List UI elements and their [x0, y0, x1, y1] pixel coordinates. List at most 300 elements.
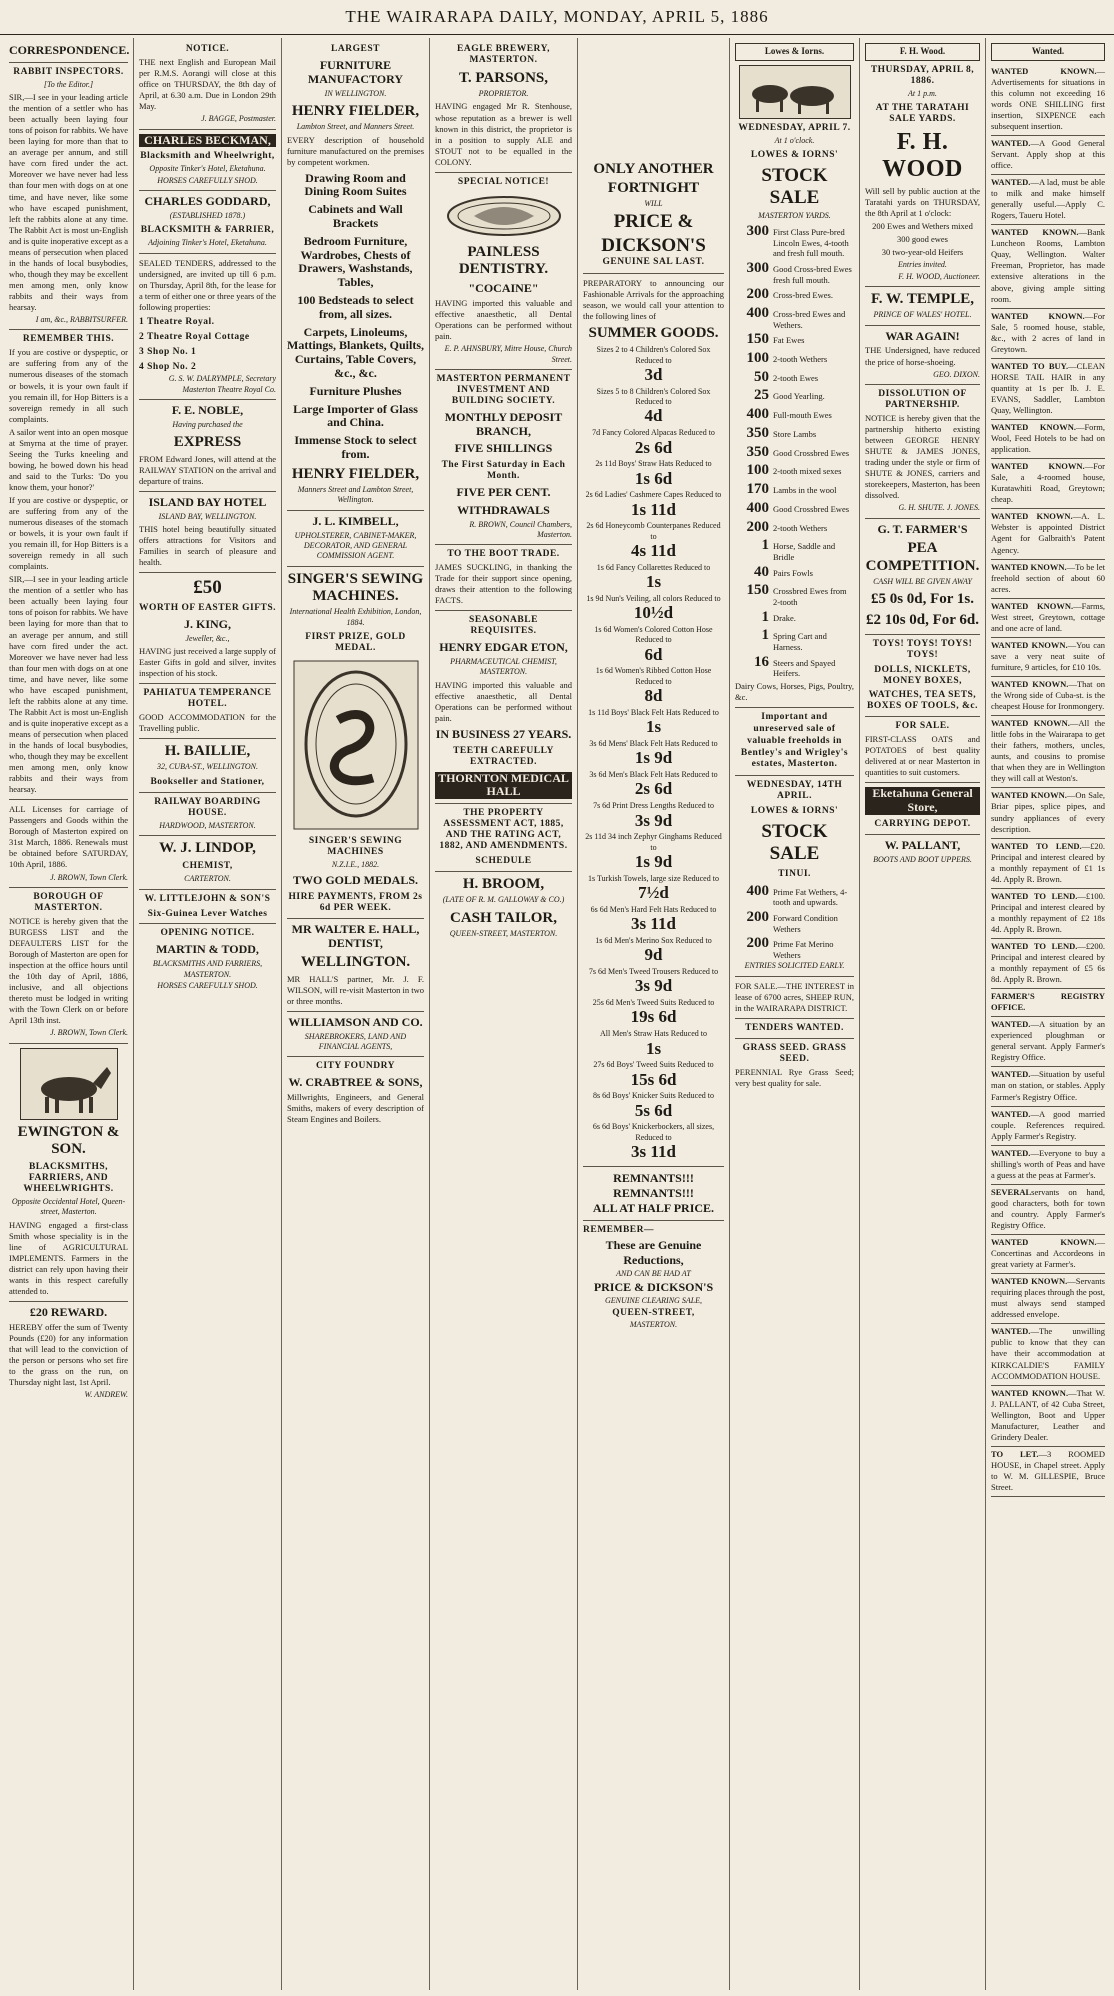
wanted-lead: SEVERAL	[991, 1186, 1032, 1197]
wanted-text: —A good married couple. References required. Apply Farmer's Registry.	[991, 1108, 1105, 1141]
fielder-name: HENRY FIELDER,	[291, 102, 420, 119]
in-wellington: IN WELLINGTON.	[324, 88, 387, 98]
borough-sig: J. BROWN, Town Clerk.	[50, 1028, 128, 1038]
schedule: SCHEDULE	[475, 855, 532, 866]
stock-desc: Good Crossbred Ewes	[773, 447, 850, 458]
dissolution-body: NOTICE is hereby given that the partnership hitherto existing between GEORGE HENRY SHUTE & JAMES JONES, trading under the style or firm of SHUTE & JONES, carriers and storekeepers, Masterton, has been dissolved.	[865, 412, 980, 501]
price-item	[583, 459, 724, 488]
genuine-sale: GENUINE SAL LAST.	[602, 257, 705, 268]
first-saturday: The First Saturday in Each Month.	[441, 460, 566, 482]
wanted-text: —£20. Principal and interest cleared by a monthly repayment of £1 1s 4d. Apply R. Brown.	[991, 840, 1105, 884]
painless-dentistry: PAINLESS DENTISTRY.	[458, 243, 549, 277]
price-item-value: 1s	[645, 572, 662, 592]
column-wood	[860, 38, 986, 1990]
stock-count: 200	[746, 908, 769, 925]
stock-sale: STOCK SALE	[761, 164, 828, 208]
carpets: Carpets, Linoleums, Mattings, Blankets, Quilts, Curtains, Table Covers, &c., &c.	[287, 324, 425, 381]
tenders-sig: G. S. W. DALRYMPLE, Secretary Masterton Theatre Royal Co.	[168, 374, 276, 394]
war-body: THE Undersigned, have reduced the price of horse-shoeing.	[865, 345, 980, 367]
five-shillings: FIVE SHILLINGS	[454, 441, 553, 456]
stock-desc: 2-tooth mixed sexes	[773, 466, 842, 477]
wanted-lead: WANTED KNOWN.	[991, 422, 1076, 433]
wanted-text: —A. L. Webster is appointed District Agent for Galbraith's Patent Agency.	[991, 511, 1105, 555]
stock-desc: Prime Fat Wethers, 4-tooth and upwards.	[773, 886, 848, 908]
tenders-body: SEALED TENDERS, addressed to the undersigned, are invited up till 6 p.m. on Thursday, April 8th, for the lease for a term of either one or three years of the following properties:	[139, 257, 276, 312]
goddard-sub: BLACKSMITH & FARRIER,	[140, 225, 275, 236]
stock-count: 1	[761, 537, 769, 554]
wanted-lead: WANTED KNOWN.	[991, 1387, 1069, 1398]
dixon-sig: GEO. DIXON.	[933, 369, 980, 379]
stock-count: 400	[746, 499, 769, 516]
temple-name: F. W. TEMPLE,	[871, 291, 974, 308]
railway-boarding: RAILWAY BOARDING HOUSE.	[154, 796, 261, 818]
pahiatua-hotel: PAHIATUA TEMPERANCE HOTEL.	[143, 688, 272, 710]
tenders-wanted: TENDERS WANTED.	[745, 1023, 844, 1033]
stock-desc: Fat Ewes	[773, 335, 805, 346]
wanted-ad	[991, 1324, 1105, 1385]
withdrawals: WITHDRAWALS	[457, 502, 550, 517]
pahiatua-body: GOOD ACCOMMODATION for the Travelling public.	[139, 712, 276, 734]
wanted-ad	[991, 788, 1105, 838]
price-item-desc: 1s 6d Women's Ribbed Cotton Hose Reduced to	[595, 666, 712, 686]
price-item-value: 3s 11d	[631, 1142, 676, 1162]
wanted-text: —Form, Wool, Feed Hotels to be had on application.	[991, 422, 1105, 455]
stock-count: 400	[746, 406, 769, 423]
wanted-lead: WANTED.	[991, 1147, 1031, 1158]
bedsteads: 100 Bedsteads to select from, all sizes.	[297, 293, 414, 321]
stock-row	[735, 536, 854, 562]
temple-sub: PRINCE OF WALES' HOTEL.	[873, 310, 972, 320]
license-notice: ALL Licenses for carriage of Passengers and Goods within the Borough of Masterton expired on 31st March, 1886. Renewals must be obtained before SATURDAY, 10th April, 1886.	[9, 804, 128, 870]
nzie: N.Z.I.E., 1882.	[331, 859, 380, 869]
wanted-text: —Bank Luncheon Rooms, Lambton Quay, Wellington. Walter Freeman, Proprietor, has made extensive alterations in the above, giving ample sitting room.	[991, 227, 1105, 304]
stock-count: 1	[761, 608, 769, 625]
martin-sub: BLACKSMITHS AND FARRIERS, MASTERTON.	[152, 959, 263, 979]
price-list	[583, 345, 724, 1162]
wanted-text: —Servants requiring places through the post, must always send stamped addressed envelope.	[991, 1276, 1106, 1320]
price-item-desc: 1s 6d Men's Merino Sox Reduced to	[595, 935, 712, 945]
wanted-lead: WANTED TO BUY.	[991, 360, 1069, 371]
fielder-body: EVERY description of household furniture manufactured on the premises by competent workmen.	[287, 134, 424, 167]
section-heading: CORRESPONDENCE.	[9, 43, 130, 57]
baillie-name: H. BAILLIE,	[164, 743, 251, 760]
lot-3: 30 two-year-old Heifers	[881, 247, 964, 258]
half-price: ALL AT HALF PRICE.	[592, 1200, 715, 1215]
mail-sig: J. BAGGE, Postmaster.	[201, 114, 276, 124]
price-item-value: 2s 6d	[634, 779, 673, 799]
letter-body: SIR,—I see in your leading article the mention of a settler who has been actually been laying four tons of poison for rabbits. We have been laying for more than that to an average per annum, and still have corn fired under the act. Moreover we have never had less than four men with dogs on at one time, and have never, like some who have escaped punishment, left the rabbits alone at any time. The Rabbit Act is most un-English and is quite inoperative except as a means of persecution when placed in the hands of local busybodies, who, though they may be excellent men among men, only know rabbits and their ways from hearsay.	[9, 92, 128, 312]
price-item-desc: 1s 9d Nun's Veiling, all colors Reduced to	[586, 593, 721, 603]
reward-sig: W. ANDREW.	[84, 1390, 128, 1400]
stock-desc: Prime Fat Merino Wethers	[773, 939, 834, 960]
stock-sale-2: STOCK SALE	[761, 821, 828, 864]
goddard-est: (ESTABLISHED 1878.)	[169, 210, 246, 220]
stock-desc: 2-tooth Ewes	[773, 372, 819, 383]
watches: WATCHES, TEA SETS, BOXES OF TOOLS, &c.	[867, 690, 978, 712]
price-item-value: 15s 6d	[630, 1069, 677, 1089]
lindop-name: W. J. LINDOP,	[159, 840, 256, 857]
stock-desc: Good Yearling.	[773, 391, 825, 402]
wanted-ad	[991, 939, 1105, 989]
price-item-desc: Sizes 5 to 8 Children's Colored Sox Reduced to	[596, 386, 711, 407]
price-item-value: 3s 9d	[634, 976, 673, 996]
express-title: EXPRESS	[173, 434, 242, 451]
price-item-desc: 2s 11d 34 inch Zephyr Ginghams Reduced to	[585, 832, 722, 852]
price-item-value: 1s 6d	[634, 468, 673, 488]
eketahuna-store: Eketahuna General Store,	[865, 787, 980, 815]
kimbell-sub: UPHOLSTERER, CABINET-MAKER, DECORATOR, AND GENERAL COMMISSION AGENT.	[294, 530, 417, 561]
price-item-value: 2s 6d	[634, 437, 673, 457]
williamson-name: WILLIAMSON AND CO.	[288, 1014, 423, 1029]
express-body: FROM Edward Jones, will attend at the RAILWAY STATION on the arrival and departure of trains.	[139, 453, 276, 486]
singer-machine-engraving-icon	[293, 660, 419, 830]
wanted-lead: WANTED.	[991, 1019, 1031, 1030]
eton-body: HAVING imported this valuable and effective anaesthetic, all Dental Operations can be performed without pain.	[435, 679, 572, 723]
lot-1: 200 Ewes and Wethers mixed	[872, 221, 973, 232]
price-item	[583, 345, 724, 384]
brewery-heading: EAGLE BREWERY, MASTERTON.	[457, 44, 550, 65]
price-item-desc: Sizes 2 to 4 Children's Colored Sox Reduced to	[596, 345, 711, 365]
price-item	[583, 739, 724, 768]
wanted-text: —For Sale, a 4-roomed house, Kuratawhiti Road, Greytown; cheap.	[991, 461, 1105, 505]
price-item-desc: 1s 6d Fancy Collarettes Reduced to	[596, 562, 711, 572]
stock-row	[735, 405, 854, 424]
bedroom-furniture: Bedroom Furniture, Wardrobes, Chests of Drawers, Washstands, Tables,	[298, 233, 413, 290]
wanted-ad	[991, 599, 1105, 638]
mail-notice: THE next English and European Mail per R.M.S. Aorangi will close at this office on THURSDAY, the 8th day of April, at 6.30 a.m. Due in London 29th May.	[139, 56, 276, 112]
stock-count: 150	[746, 331, 769, 348]
wanted-lead: WANTED.	[991, 1326, 1031, 1337]
price-item-desc: 8s 6d Boys' Knicker Suits Reduced to	[593, 1091, 714, 1101]
queen-street: QUEEN-STREET,	[612, 1307, 695, 1318]
wanted-text: —A lad, must be able to milk and make himself generally useful.—Apply C. Rogers, Taueru Hotel.	[991, 177, 1105, 221]
plushes: Furniture Plushes	[309, 383, 402, 398]
price-item	[583, 905, 724, 934]
wanted-text: —£100. Principal and interest cleared by a monthly repayment of £2 18s 4d. Apply R. Brown.	[991, 890, 1105, 934]
only-another-fortnight: ONLY ANOTHER FORTNIGHT	[593, 161, 714, 196]
price-item	[583, 625, 724, 664]
wanted-ad	[991, 1235, 1105, 1274]
stock-desc: Horse, Saddle and Bridle	[773, 541, 836, 562]
special-notice: SPECIAL NOTICE!	[457, 176, 550, 187]
price-item	[583, 666, 724, 705]
wanted-lead: WANTED KNOWN.	[991, 227, 1079, 238]
wanted-ad	[991, 136, 1105, 175]
hall-body: MR HALL'S partner, Mr. J. F. WILSON, will re-visit Masterton in two or three months.	[287, 973, 424, 1006]
price-item	[583, 998, 724, 1027]
wanted-text: —That W. J. PALLANT, of 42 Cuba Street, Wellington, Boot and Upper Manufacturer, Leather and Grindery Dealer.	[991, 1387, 1106, 1442]
pea-competition: PEA COMPETITION.	[865, 540, 980, 574]
stock-desc: Cross-bred Ewes.	[773, 290, 833, 301]
stock-desc: Steers and Spayed Heifers.	[773, 657, 836, 679]
wanted-ad	[991, 989, 1105, 1017]
crabtree-body: Millwrights, Engineers, and General Smiths, makers of every description of Steam Engines and Boilers.	[287, 1092, 424, 1125]
prize-2: £2 10s 0d, For 6d.	[865, 612, 980, 629]
wanted-lead: WANTED KNOWN.	[991, 1237, 1097, 1248]
price-dickson: PRICE & DICKSON'S	[601, 210, 706, 256]
stock-count: 170	[746, 481, 769, 498]
first-prize: FIRST PRIZE, GOLD MEDAL.	[305, 632, 406, 654]
stock-row	[735, 480, 854, 499]
martin-todd: MARTIN & TODD,	[156, 942, 259, 957]
eton-name: HENRY EDGAR ETON,	[439, 640, 568, 655]
stock-desc: Good Cross-bred Ewes fresh full mouth.	[773, 263, 852, 285]
stock-row	[735, 424, 854, 443]
baillie-addr: 32, CUBA-ST., WELLINGTON.	[156, 762, 259, 772]
wanted-ad	[991, 889, 1105, 939]
teeth-extracted: TEETH CAREFULLY EXTRACTED.	[453, 745, 554, 767]
stock-desc: Crossbred Ewes from 2-tooth	[773, 586, 847, 607]
wanted-ad	[991, 1386, 1105, 1447]
stock-row	[735, 563, 854, 582]
stock-count: 40	[754, 563, 769, 580]
cash-tailor: CASH TAILOR,	[450, 909, 557, 926]
wanted-lead: WANTED.	[991, 1069, 1031, 1080]
price-item	[583, 387, 724, 426]
cocaine-body: HAVING imported this valuable and effective anaesthetic, all Dental Operations can be performed without pain.	[435, 297, 572, 342]
wanted-lead: WANTED KNOWN.	[991, 790, 1067, 801]
stock-count: 100	[746, 462, 769, 479]
column-furniture	[282, 38, 430, 1990]
price-item-value: 3s 9d	[634, 810, 673, 830]
price-item-desc: 1s 6d Women's Colored Cotton Hose Reduced to	[594, 625, 713, 645]
stock-list	[735, 222, 854, 679]
island-bay-sub: ISLAND BAY, WELLINGTON.	[158, 511, 257, 521]
price-item	[583, 521, 724, 560]
price-item-desc: 7d Fancy Colored Alpacas Reduced to	[592, 428, 715, 438]
stock-row	[735, 285, 854, 304]
lindop-addr: CARTERTON.	[184, 874, 231, 884]
wanted-lead: WANTED KNOWN.	[991, 639, 1068, 650]
price-item	[583, 874, 724, 903]
property-1: 1 Theatre Royal.	[139, 316, 215, 327]
stock-desc: Forward Condition Wethers	[773, 912, 838, 934]
clearing-sale: GENUINE CLEARING SALE,	[604, 1296, 703, 1306]
letter-signature: I am, &c., RABBITSURFER.	[35, 315, 128, 325]
wanted-text: —The unwilling public to know that they can have their accommodation at KIRKCALDIE'S FAMILY ACCOMMODATION HOUSE.	[991, 1326, 1105, 1381]
stock-row	[735, 581, 854, 607]
lindop-sub: CHEMIST,	[182, 861, 233, 872]
reward-body: HEREBY offer the sum of Twenty Pounds (£20) for any information that will lead to the conviction of the person or persons who set fire to the grass on the run, on Thursday night last, 1st April.	[9, 1321, 128, 1388]
letter-subheading: RABBIT INSPECTORS.	[13, 66, 124, 77]
two-gold-medals: TWO GOLD MEDALS.	[292, 873, 418, 888]
stock-count: 200	[746, 935, 769, 952]
wanted-ad	[991, 509, 1105, 559]
king-sub: Jeweller, &c.,	[185, 633, 230, 643]
price-item	[583, 1122, 724, 1161]
property-4: 4 Shop No. 2	[139, 361, 197, 372]
lot-2: 300 good ewes	[897, 234, 948, 245]
price-item-value: 10½d	[633, 603, 674, 623]
stock-count: 25	[754, 387, 769, 404]
price-item-desc: All Men's Straw Hats Reduced to	[600, 1029, 707, 1039]
livestock-engraving-icon	[739, 65, 851, 119]
fielder-name-2: HENRY FIELDER,	[291, 465, 420, 482]
beckman-name: CHARLES BECKMAN,	[139, 134, 276, 148]
cabinets: Cabinets and Wall Brackets	[308, 202, 403, 231]
price-item	[583, 770, 724, 799]
noble-sub: Having purchased the	[172, 420, 243, 430]
building-society: MASTERTON PERMANENT INVESTMENT AND BUILDING SOCIETY.	[436, 373, 571, 406]
price-item-desc: 27s 6d Boys' Tweed Suits Reduced to	[593, 1060, 714, 1070]
wood-sig: F. H. WOOD, Auctioneer.	[898, 271, 980, 281]
wanted-ad	[991, 1185, 1105, 1235]
column-wanted	[986, 38, 1110, 1990]
price-item-desc: 2s 11d Boys' Straw Hats Reduced to	[595, 459, 712, 469]
pallant-name: W. PALLANT,	[884, 837, 961, 852]
stock-count: 100	[746, 349, 769, 366]
firm-name: LOWES & IORNS'	[750, 150, 839, 160]
drawing-room: Drawing Room and Dining Room Suites	[304, 170, 407, 199]
sailor-anecdote: A sailor went into an open mosque at Smyrna at the time of prayer. Seeing the Turks kneeling and bowing, he bowed down his head and said to the Turks: 'Do you know them, your honor?'	[9, 426, 128, 492]
stock-desc: Good Crossbred Ewes	[773, 503, 850, 514]
column-price-dickson	[578, 38, 730, 1990]
wanted-ad	[991, 64, 1105, 136]
wanted-text: —3 ROOMED HOUSE, in Chapel street. Apply to W. M. GILLESPIE, Bruce Street.	[991, 1448, 1105, 1492]
wanted-ad	[991, 459, 1105, 509]
goddard-name: CHARLES GODDARD,	[144, 194, 271, 209]
stock-row	[735, 499, 854, 518]
littlejohn-sub: Six-Guinea Lever Watches	[147, 908, 268, 919]
important-sale: Important and unreserved sale of valuable freeholds in Bentley's and Wrigley's estates, Masterton.	[740, 711, 849, 770]
kimbell-name: J. L. KIMBELL,	[312, 513, 399, 528]
tinui: TINUI.	[778, 868, 811, 879]
parsons-name: T. PARSONS,	[458, 69, 549, 86]
beckman-addr: Opposite Tinker's Hotel, Eketahuna.	[149, 164, 266, 174]
littlejohn-name: W. LITTLEJOHN & SON'S	[144, 893, 271, 904]
price-item-desc: 7s 6d Men's Tweed Trousers Reduced to	[588, 966, 719, 976]
ewington-body: HAVING engaged a first-class Smith whose speciality is in the line of AGRICULTURAL IMPLEMENTS. Farmers in the district can rely upon having their wants in this respect carefully attended to.	[9, 1219, 128, 1296]
wanted-text: —Concertinas and Accordeons in great variety at Farmer's.	[991, 1237, 1105, 1270]
taratahi-yards: AT THE TARATAHI SALE YARDS.	[875, 102, 970, 124]
perennial: PERENNIAL Rye Grass Seed; very best quality for sale.	[735, 1066, 854, 1088]
wanted-text: —That on the Wrong side of Cuba-st. is the cheapest House for Ironmongery.	[991, 678, 1106, 712]
furniture-title: FURNITURE MANUFACTORY	[307, 57, 404, 86]
stock-desc: Pairs Fowls	[773, 567, 813, 578]
to-editor: [To the Editor.]	[43, 79, 94, 89]
beckman-sub: Blacksmith and Wheelwright,	[140, 151, 275, 162]
stock-row	[735, 222, 854, 259]
price-item-desc: 6s 6d Men's Hard Felt Hats Reduced to	[590, 904, 717, 914]
ahnsbury-sig: E. P. AHNSBURY, Mitre House, Church Street.	[444, 344, 572, 364]
stock-row	[735, 608, 854, 627]
noble-name: F. E. NOBLE,	[171, 403, 244, 418]
wanted-ad	[991, 309, 1105, 359]
stock-row	[735, 386, 854, 405]
wanted-text: —Situation by useful man on station, or stables. Apply Farmer's Registry Office.	[991, 1069, 1105, 1102]
will-label: WILL	[644, 198, 663, 208]
shute-sig: G. H. SHUTE. J. JONES.	[898, 503, 980, 513]
opening-notice: OPENING NOTICE.	[160, 928, 255, 939]
stock-count: 300	[746, 223, 769, 239]
dental-emblem-icon	[444, 194, 564, 238]
remember-body: If you are costive or dyspeptic, or are suffering from any of the numerous diseases of the stomach or bowels, it is your own fault if you remain ill, for Hop Bitters is a sovereign remedy in all such complaints.	[9, 347, 128, 424]
price-item-value: 19s 6d	[630, 1007, 677, 1027]
price-item	[583, 1060, 724, 1089]
wanted-ad	[991, 225, 1105, 308]
wanted-text: —All the little fobs in the Wairarapa to get their fathers, mothers, uncles, aunts, and cousins to promise that when they are in Wellington they will call at Weston's.	[991, 718, 1105, 784]
stock-desc: 2-tooth Wethers	[773, 522, 828, 533]
thornton-medical: THORNTON MEDICAL HALL	[435, 772, 572, 800]
ewington-name: EWINGTON & SON.	[17, 1123, 120, 1157]
stock-desc: Lambs in the wool	[773, 485, 837, 496]
wanted-ad	[991, 1017, 1105, 1067]
machine-word: SINGER'S SEWING MACHINES	[308, 835, 403, 857]
price-item-desc: 3s 6d Men's Black Felt Hats Reduced to	[589, 770, 718, 780]
sale-date-2: WEDNESDAY, 14TH APRIL.	[746, 780, 843, 802]
stock-row	[735, 461, 854, 480]
wanted-text: —Everyone to buy a shilling's worth of Peas and have a guess at the peas at Farmer's.	[991, 1147, 1105, 1180]
boots: BOOTS AND BOOT UPPERS.	[873, 854, 972, 864]
glass-china: Large Importer of Glass and China.	[293, 401, 418, 430]
wanted-ad	[991, 1447, 1105, 1497]
largest-label: LARGEST	[331, 44, 380, 54]
wanted-lead: WANTED KNOWN.	[991, 1276, 1068, 1287]
stock-row	[735, 304, 854, 330]
stock-row	[735, 934, 854, 960]
wood-date: THURSDAY, APRIL 8, 1886.	[870, 64, 975, 86]
sale-time: At 1 o'clock.	[774, 135, 815, 145]
stock-row	[735, 368, 854, 387]
wanted-lead: WANTED TO LEND.	[991, 890, 1078, 901]
remnants: REMNANTS!!! REMNANTS!!!	[613, 1170, 694, 1200]
cocaine-title: "COCAINE"	[468, 281, 539, 296]
remember-label: REMEMBER—	[583, 1224, 654, 1235]
price-item-desc: 3s 6d Mens' Black Felt Hats Reduced to	[589, 739, 718, 749]
entries-solicited: ENTRIES SOLICITED EARLY.	[744, 961, 845, 971]
stock-count: 400	[746, 304, 769, 321]
fielder-addr-2: Manners Street and Lambton Street, Wellington.	[297, 485, 414, 505]
genuine-reductions: These are Genuine Reductions,	[605, 1237, 702, 1267]
stock-row	[735, 518, 854, 537]
stock-count: 200	[746, 286, 769, 303]
easter-gifts: WORTH OF EASTER GIFTS.	[139, 603, 277, 614]
wanted-lead: TO LET.	[991, 1448, 1039, 1459]
prize-1: £5 0s 0d, For 1s.	[870, 591, 975, 608]
price-item	[583, 428, 724, 457]
wanted-ad	[991, 1107, 1105, 1146]
license-notice-sig: J. BROWN, Town Clerk.	[50, 872, 128, 882]
wood-body: Will sell by public auction at the Taratahi yards on THURSDAY, the 8th April at 1 o'clock:	[865, 185, 980, 219]
war-again: WAR AGAIN!	[885, 328, 960, 343]
stock-desc: Drake.	[773, 612, 796, 623]
price-item-value: 1s 11d	[631, 499, 676, 519]
wanted-ad	[991, 1274, 1105, 1324]
fielder-addr: Lambton Street, and Manners Street.	[296, 122, 415, 132]
fifty-pounds: £50	[193, 577, 222, 599]
parsons-body: HAVING engaged Mr R. Stenhouse, whose reputation as a brewer is well known in this district, the proprietor is in a position to supply ALE and STOUT not to be equalled in the COLONY.	[435, 101, 572, 167]
stock-row	[735, 443, 854, 462]
horses-shod: HORSES CAREFULLY SHOD.	[157, 175, 258, 185]
wanted-text: —A situation by an experienced ploughman or general servant. Apply Farmer's Registry Office.	[991, 1019, 1105, 1063]
hire-payments: HIRE PAYMENTS, FROM 2s 6d PER WEEK.	[288, 891, 423, 913]
wood-header: F. H. Wood.	[865, 43, 980, 61]
wanted-ad	[991, 1067, 1105, 1106]
stock-row	[735, 349, 854, 368]
sale-date: WEDNESDAY, APRIL 7.	[738, 122, 851, 133]
horses-shod-2: HORSES CAREFULLY SHOD.	[157, 980, 258, 990]
price-item	[583, 936, 724, 965]
price-item-value: 1s 9d	[634, 748, 673, 768]
stock-desc: Spring Cart and Harness.	[773, 631, 827, 652]
wanted-text: —You can save a very neat suite of furniture, 9 articles, for £10 10s.	[991, 639, 1105, 672]
price-item-desc: 7s 6d Print Dress Lengths Reduced to	[593, 801, 714, 811]
reward-heading: £20 REWARD.	[29, 1304, 108, 1319]
ewington-addr: Opposite Occidental Hotel, Queen-street, Masterton.	[11, 1196, 126, 1217]
price-item-value: 8d	[644, 686, 663, 706]
price-item	[583, 708, 724, 737]
hall-city: WELLINGTON.	[300, 954, 411, 971]
